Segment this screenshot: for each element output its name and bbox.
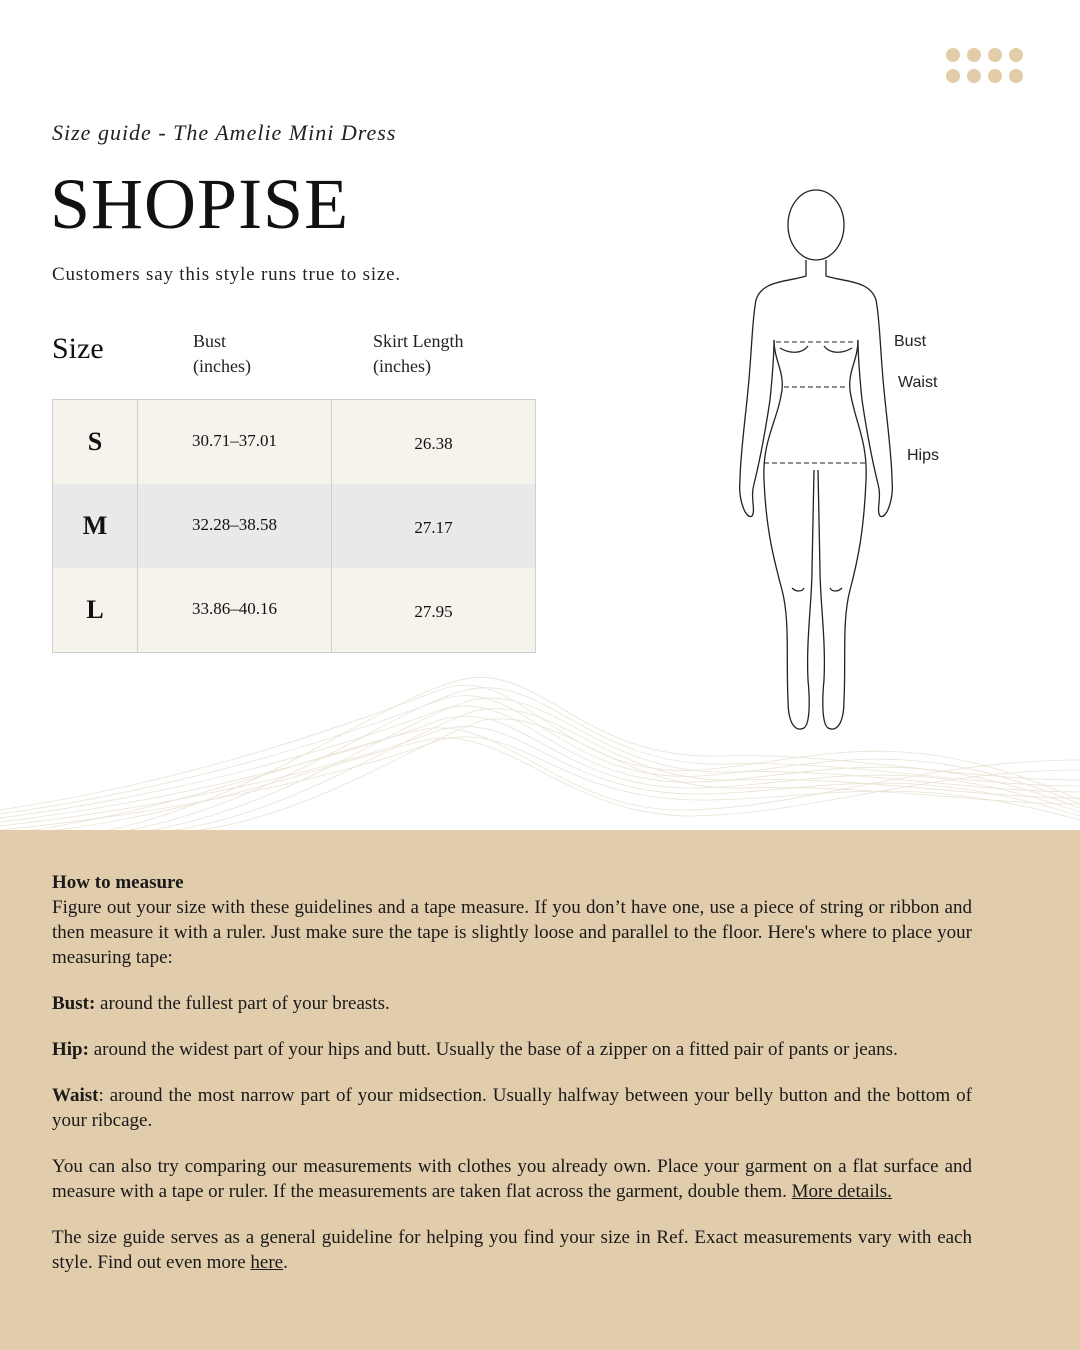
compare-paragraph: [52, 1154, 972, 1204]
skirt-cell: 27.95: [414, 602, 453, 621]
fit-tagline: Customers say this style runs true to size.: [52, 264, 401, 285]
general-text: The size guide serves as a general guideline for helping you find your size in Ref. Exact measurements vary with each style. Find out even more: [52, 1227, 972, 1273]
bust-term: Bust:: [52, 993, 96, 1014]
decorative-dots-icon: [946, 48, 1024, 84]
size-guide-subtitle: Size guide - The Amelie Mini Dress: [52, 120, 397, 145]
end-period: .: [283, 1252, 288, 1273]
bust-cell: 33.86–40.16: [138, 568, 332, 652]
intro-paragraph: [52, 870, 972, 970]
waist-term: Waist: [52, 1085, 99, 1106]
size-column-header: Size: [52, 332, 104, 365]
how-to-measure-panel: [0, 830, 1080, 1350]
hips-figure-label: Hips: [907, 447, 940, 464]
waist-text: : around the most narrow part of your midsection. Usually halfway between your belly button and the bottom of your ribcage.: [52, 1085, 972, 1131]
size-cell: M: [53, 484, 138, 568]
table-row: [53, 568, 535, 652]
bust-column-header: [193, 329, 251, 379]
more-details-link[interactable]: More details.: [791, 1181, 892, 1202]
hip-term: Hip:: [52, 1039, 89, 1060]
compare-text: You can also try comparing our measurements with clothes you already own. Place your garment on a flat surface and measure with a tape or ruler. If the measurements are taken flat across the garment, double them.: [52, 1156, 972, 1202]
here-link[interactable]: here: [250, 1252, 284, 1273]
bust-figure-label: Bust: [894, 333, 927, 350]
skirt-cell: 26.38: [414, 434, 453, 453]
bust-cell: 30.71–37.01: [138, 400, 332, 484]
size-table: [52, 399, 536, 653]
how-to-measure-text: [52, 870, 972, 1296]
skirt-column-header: [373, 329, 464, 379]
waist-figure-label: Waist: [898, 374, 938, 391]
bust-text: around the fullest part of your breasts.: [95, 993, 390, 1014]
bust-header-label: Bust: [193, 331, 227, 351]
table-row: [53, 400, 535, 484]
hip-text: around the widest part of your hips and butt. Usually the base of a zipper on a fitted pair of pants or jeans.: [88, 1039, 898, 1060]
waist-paragraph: [52, 1083, 972, 1133]
skirt-cell: 27.17: [414, 518, 453, 537]
bust-header-unit: (inches): [193, 356, 251, 376]
general-paragraph: [52, 1225, 972, 1275]
how-to-measure-heading: How to measure: [52, 872, 184, 893]
bust-paragraph: [52, 991, 972, 1016]
table-row: [53, 484, 535, 568]
bust-cell: 32.28–38.58: [138, 484, 332, 568]
hip-paragraph: [52, 1037, 972, 1062]
brand-logo: SHOPISE: [50, 164, 350, 244]
size-cell: S: [53, 400, 138, 484]
skirt-header-label: Skirt Length: [373, 331, 464, 351]
intro-text: Figure out your size with these guidelines and a tape measure. If you don’t have one, use a piece of string or ribbon and then measure it with a ruler. Just make sure the tape is slightly loose and parallel to the floor. Here's where to place your measuring tape:: [52, 897, 972, 968]
skirt-header-unit: (inches): [373, 356, 431, 376]
size-cell: L: [53, 568, 138, 652]
